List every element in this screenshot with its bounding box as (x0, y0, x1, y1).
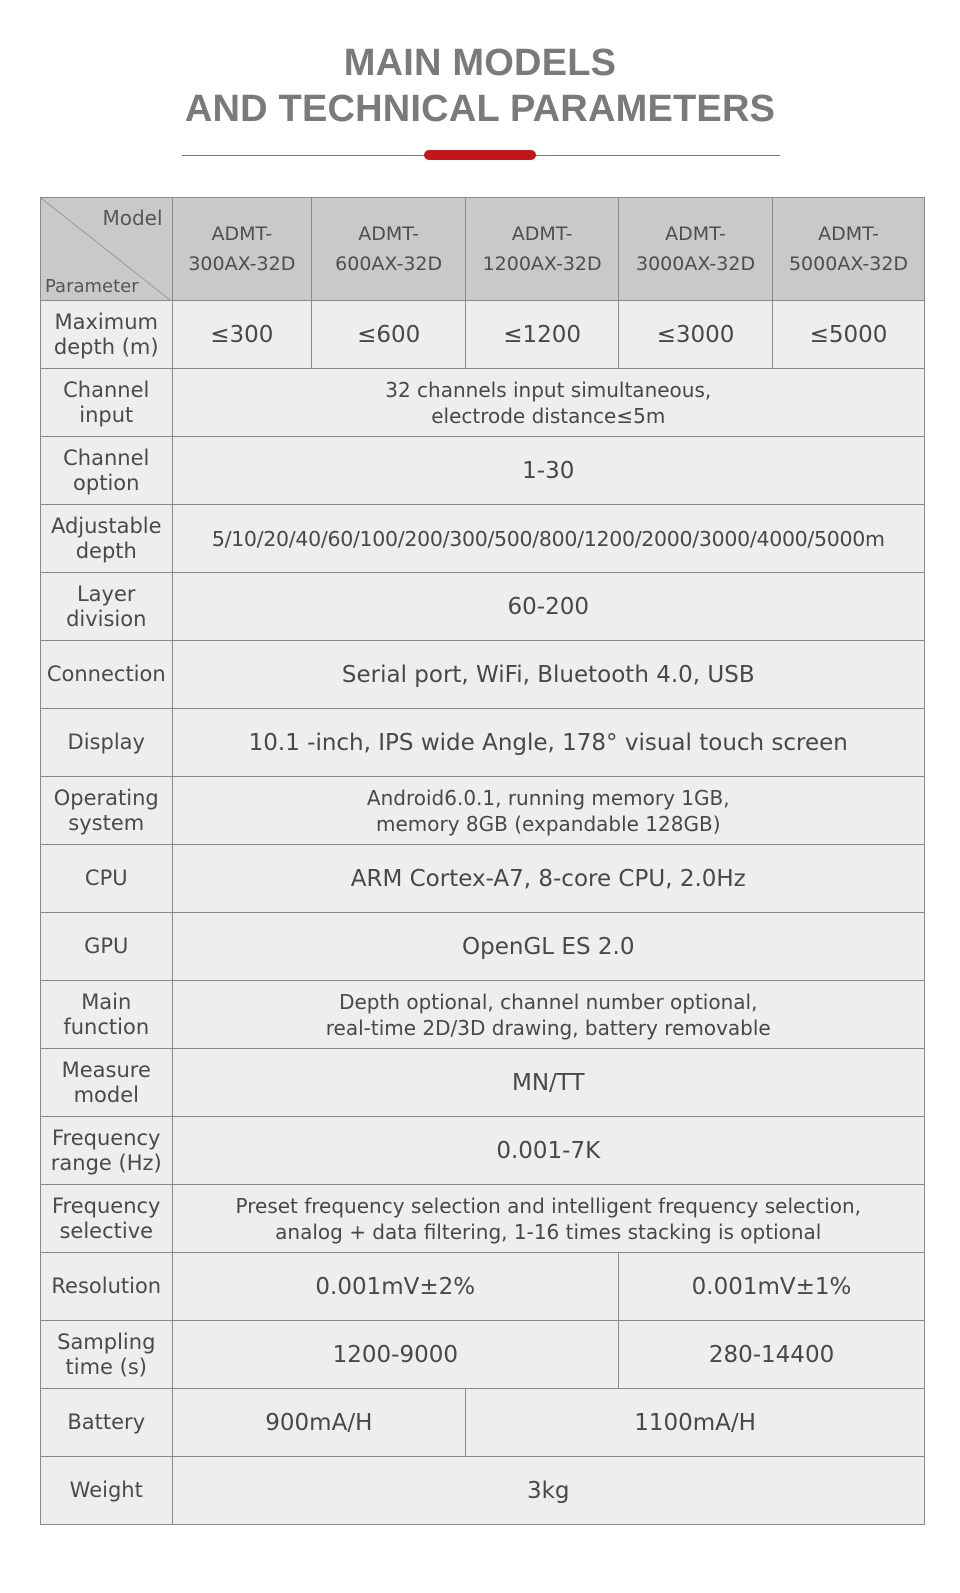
param-label: Measure model (41, 1049, 173, 1117)
value-cell: OpenGL ES 2.0 (172, 913, 924, 981)
row-connection (41, 641, 925, 709)
value-cell: ≤600 (312, 301, 466, 369)
value-cell: 1-30 (172, 437, 924, 505)
value-cell: 0.001-7K (172, 1117, 924, 1185)
value-cell: Preset frequency selection and intelligent frequency selection, analog + data filtering, 1-16 times stacking is optional (172, 1185, 924, 1253)
value-cell: Depth optional, channel number optional, real-time 2D/3D drawing, battery removable (172, 981, 924, 1049)
value-cell: 1100mA/H (466, 1389, 925, 1457)
param-label: Weight (41, 1457, 173, 1525)
row-operating-system (41, 777, 925, 845)
param-label: Resolution (41, 1253, 173, 1321)
param-label: Display (41, 709, 173, 777)
model-header: ADMT- 5000AX-32D (773, 198, 925, 301)
page-title-line2: AND TECHNICAL PARAMETERS (184, 88, 776, 130)
param-label: Operating system (41, 777, 173, 845)
param-label: Channel option (41, 437, 173, 505)
param-label: Maximum depth (m) (41, 301, 173, 369)
value-cell: 0.001mV±2% (172, 1253, 619, 1321)
model-header: ADMT- 1200AX-32D (466, 198, 619, 301)
row-main-function (41, 981, 925, 1049)
row-max-depth (41, 301, 925, 369)
value-cell: ≤3000 (619, 301, 773, 369)
value-cell: 0.001mV±1% (619, 1253, 925, 1321)
title-accent-bar (424, 150, 536, 160)
value-cell: 3kg (172, 1457, 924, 1525)
model-header: ADMT- 300AX-32D (172, 198, 312, 301)
param-label: Frequency selective (41, 1185, 173, 1253)
value-cell: Serial port, WiFi, Bluetooth 4.0, USB (172, 641, 924, 709)
param-label: Sampling time (s) (41, 1321, 173, 1389)
page-title-line1: MAIN MODELS (343, 42, 617, 84)
param-label: Main function (41, 981, 173, 1049)
param-label: Adjustable depth (41, 505, 173, 573)
value-cell: ARM Cortex-A7, 8-core CPU, 2.0Hz (172, 845, 924, 913)
value-cell: MN/TT (172, 1049, 924, 1117)
row-layer-division (41, 573, 925, 641)
row-frequency-selective (41, 1185, 925, 1253)
row-gpu (41, 913, 925, 981)
value-cell: 10.1 -inch, IPS wide Angle, 178° visual touch screen (172, 709, 924, 777)
param-label: Channel input (41, 369, 173, 437)
row-weight (41, 1457, 925, 1525)
value-cell: Android6.0.1, running memory 1GB, memory 8GB (expandable 128GB) (172, 777, 924, 845)
row-measure-model (41, 1049, 925, 1117)
value-cell: 60-200 (172, 573, 924, 641)
header-row (41, 198, 925, 301)
row-display (41, 709, 925, 777)
row-resolution (41, 1253, 925, 1321)
corner-parameter-label: Parameter (45, 276, 139, 297)
corner-cell (41, 198, 173, 301)
value-cell: 32 channels input simultaneous, electrode distance≤5m (172, 369, 924, 437)
value-cell: 900mA/H (172, 1389, 466, 1457)
row-channel-input (41, 369, 925, 437)
row-adjustable-depth (41, 505, 925, 573)
corner-model-label: Model (102, 206, 163, 230)
value-cell: 1200-9000 (172, 1321, 619, 1389)
model-header: ADMT- 3000AX-32D (619, 198, 773, 301)
spec-table (40, 197, 925, 1525)
row-sampling-time (41, 1321, 925, 1389)
param-label: Frequency range (Hz) (41, 1117, 173, 1185)
row-channel-option (41, 437, 925, 505)
param-label: GPU (41, 913, 173, 981)
row-cpu (41, 845, 925, 913)
param-label: Battery (41, 1389, 173, 1457)
value-cell: 280-14400 (619, 1321, 925, 1389)
value-cell: ≤300 (172, 301, 312, 369)
value-cell: ≤1200 (466, 301, 619, 369)
row-frequency-range (41, 1117, 925, 1185)
param-label: CPU (41, 845, 173, 913)
value-cell: 5/10/20/40/60/100/200/300/500/800/1200/2000/3000/4000/5000m (172, 505, 924, 573)
value-cell: ≤5000 (773, 301, 925, 369)
param-label: Connection (41, 641, 173, 709)
row-battery (41, 1389, 925, 1457)
param-label: Layer division (41, 573, 173, 641)
model-header: ADMT- 600AX-32D (312, 198, 466, 301)
